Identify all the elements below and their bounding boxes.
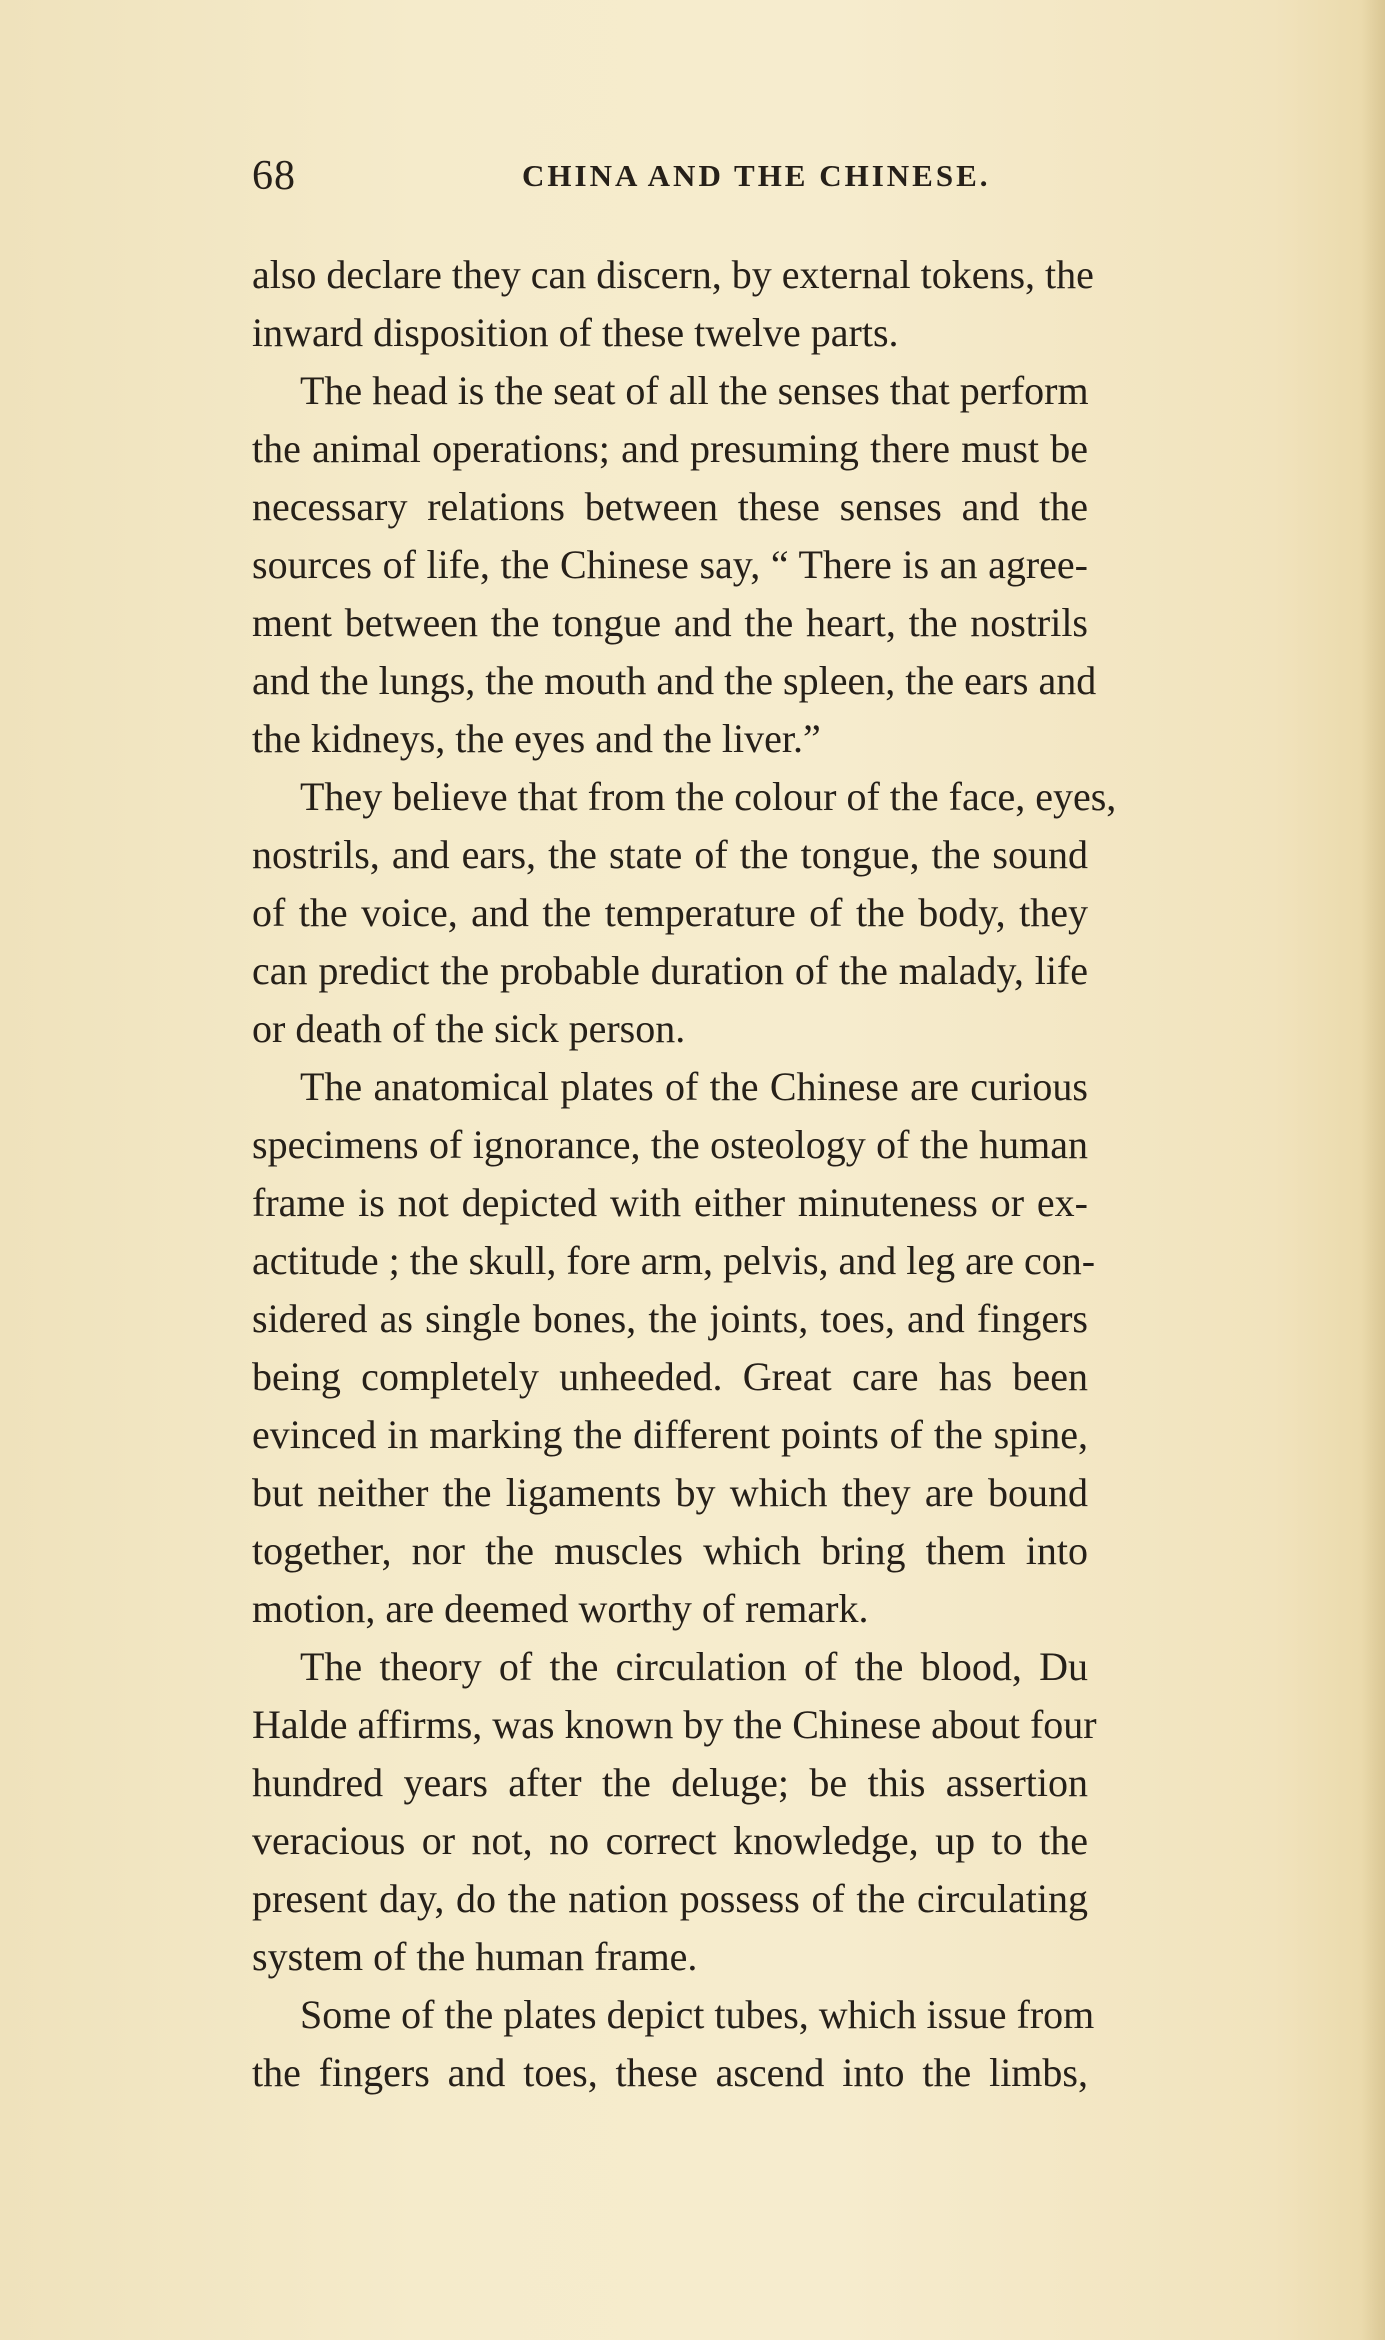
body-text (252, 246, 1117, 2102)
text-line: hundred years after the deluge; be this assertion (252, 1760, 1088, 1805)
text-line: present day, do the nation possess of the circulating (252, 1876, 1088, 1921)
text-line: inward disposition of these twelve parts. (252, 310, 899, 355)
text-line: but neither the ligaments by which they are bound (252, 1470, 1088, 1515)
text-line: the fingers and toes, these ascend into the limbs, (252, 2050, 1088, 2095)
text-line: Halde affirms, was known by the Chinese about four (252, 1702, 1097, 1747)
text-line: The theory of the circulation of the blood, Du (300, 1644, 1088, 1689)
text-line: ment between the tongue and the heart, the nostrils (252, 600, 1088, 645)
text-line: The anatomical plates of the Chinese are curious (300, 1064, 1088, 1109)
page-edge-shadow (1361, 0, 1385, 2340)
text-line: The head is the seat of all the senses that perform (300, 368, 1089, 413)
running-head: CHINA AND THE CHINESE. (522, 158, 991, 193)
text-line: nostrils, and ears, the state of the tongue, the sound (252, 832, 1088, 877)
text-line: together, nor the muscles which bring them into (252, 1528, 1088, 1573)
page-header (252, 152, 1088, 202)
text-line: sources of life, the Chinese say, “ There is an agree- (252, 542, 1088, 587)
text-line: or death of the sick person. (252, 1006, 686, 1051)
text-line: necessary relations between these senses and the (252, 484, 1088, 529)
text-line: system of the human frame. (252, 1934, 698, 1979)
text-line: and the lungs, the mouth and the spleen, the ears and (252, 658, 1097, 703)
text-line: evinced in marking the different points of the spine, (252, 1412, 1088, 1457)
text-line: being completely unheeded. Great care has been (252, 1354, 1088, 1399)
text-line: the kidneys, the eyes and the liver.” (252, 716, 821, 761)
text-line: They believe that from the colour of the face, eyes, (300, 774, 1117, 819)
text-line: frame is not depicted with either minuteness or ex- (252, 1180, 1088, 1225)
text-line: Some of the plates depict tubes, which issue from (300, 1992, 1095, 2037)
text-line: specimens of ignorance, the osteology of the human (252, 1122, 1088, 1167)
text-line: can predict the probable duration of the malady, life (252, 948, 1088, 993)
text-line: motion, are deemed worthy of remark. (252, 1586, 869, 1631)
text-line: also declare they can discern, by external tokens, the (252, 252, 1094, 297)
text-line: the animal operations; and presuming there must be (252, 426, 1088, 471)
text-line: veracious or not, no correct knowledge, up to the (252, 1818, 1088, 1863)
text-line: actitude ; the skull, fore arm, pelvis, and leg are con- (252, 1238, 1096, 1283)
page-number: 68 (252, 153, 296, 199)
text-line: of the voice, and the temperature of the body, they (252, 890, 1088, 935)
text-line: sidered as single bones, the joints, toes, and fingers (252, 1296, 1088, 1341)
